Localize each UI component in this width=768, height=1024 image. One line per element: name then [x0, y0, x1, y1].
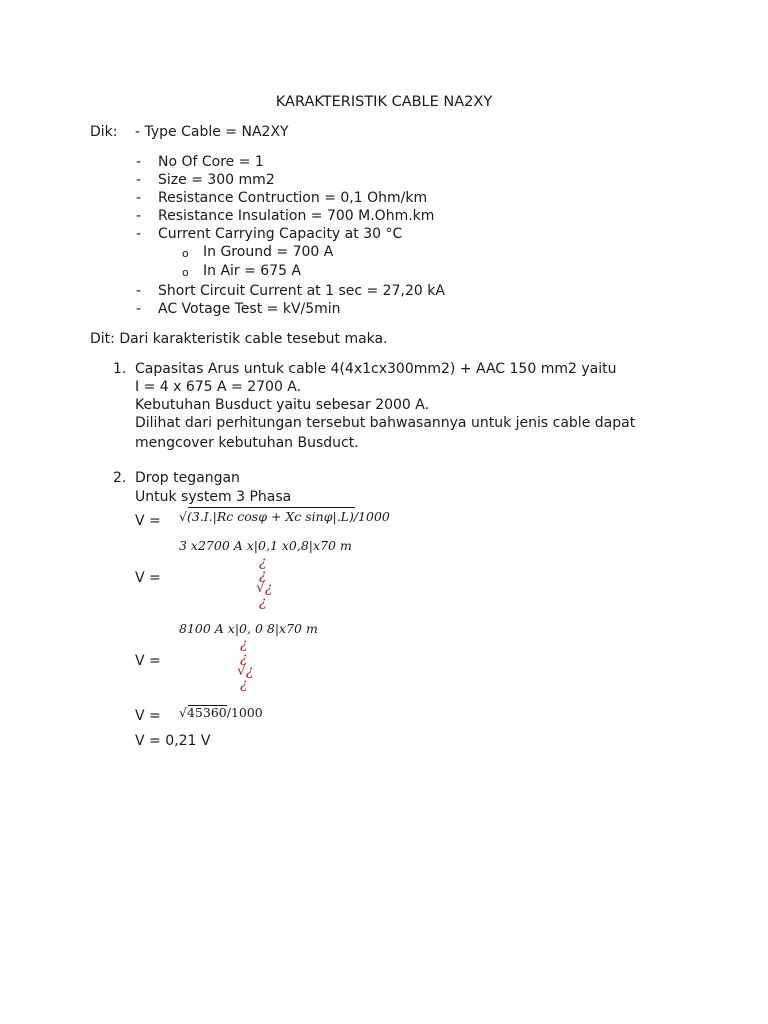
list-dash: -	[136, 154, 142, 170]
answer-line: Untuk system 3 Phasa	[135, 489, 292, 505]
render-error-sqrt: √¿	[237, 663, 254, 679]
sublist-bullet: o	[182, 247, 189, 260]
answer-line: I = 4 x 675 A = 2700 A.	[135, 379, 302, 395]
formula-simplified: 8100 A x|0, 0 8|x70 m	[179, 621, 318, 636]
final-result: V = 0,21 V	[135, 733, 211, 749]
list-item: No Of Core = 1	[158, 154, 264, 170]
sublist-bullet: o	[182, 266, 189, 279]
dik-first-item: - Type Cable = NA2XY	[135, 124, 289, 140]
list-dash: -	[136, 172, 142, 188]
v-label: V =	[135, 513, 161, 529]
list-dash: -	[136, 226, 142, 242]
list-dash: -	[136, 190, 142, 206]
formula-sqrt-result: √45360/1000	[179, 705, 263, 720]
render-error-glyph: ¿	[240, 650, 248, 666]
page-title: KARAKTERISTIK CABLE NA2XY	[275, 94, 493, 110]
render-error-sqrt: √¿	[256, 580, 273, 596]
sublist-item: In Air = 675 A	[203, 263, 302, 279]
formula-voltage-drop: √(3.I.|Rc cosφ + Xc sinφ|.L)/1000	[179, 509, 390, 524]
dik-label: Dik:	[90, 124, 118, 140]
list-item: Short Circuit Current at 1 sec = 27,20 kA	[158, 283, 445, 299]
list-item: Current Carrying Capacity at 30 °C	[158, 226, 403, 242]
render-error-glyph: ¿	[259, 594, 267, 610]
v-label: V =	[135, 653, 161, 669]
render-error-glyph: ¿	[240, 636, 248, 652]
list-dash: -	[136, 301, 142, 317]
render-error-glyph: ¿	[259, 567, 267, 583]
answer-line: Dilihat dari perhitungan tersebut bahwasannya untuk jenis cable dapat	[135, 415, 636, 431]
answer-line: Capasitas Arus untuk cable 4(4x1cx300mm2) + AAC 150 mm2 yaitu	[135, 361, 617, 377]
list-dash: -	[136, 283, 142, 299]
v-label: V =	[135, 708, 161, 724]
render-error-glyph: ¿	[240, 676, 248, 692]
answer-number: 2.	[113, 470, 127, 486]
sublist-item: In Ground = 700 A	[203, 244, 334, 260]
list-item: Size = 300 mm2	[158, 172, 275, 188]
answer-line: mengcover kebutuhan Busduct.	[135, 435, 359, 451]
answer-number: 1.	[113, 361, 127, 377]
answer-line: Drop tegangan	[135, 470, 240, 486]
dit-statement: Dit: Dari karakteristik cable tesebut maka.	[90, 331, 388, 347]
answer-line: Kebutuhan Busduct yaitu sebesar 2000 A.	[135, 397, 430, 413]
list-item: Resistance Contruction = 0,1 Ohm/km	[158, 190, 428, 206]
list-dash: -	[136, 208, 142, 224]
v-label: V =	[135, 570, 161, 586]
formula-substitution: 3 x2700 A x|0,1 x0,8|x70 m	[179, 538, 352, 553]
render-error-glyph: ¿	[259, 554, 267, 570]
list-item: AC Votage Test = kV/5min	[158, 301, 341, 317]
list-item: Resistance Insulation = 700 M.Ohm.km	[158, 208, 435, 224]
